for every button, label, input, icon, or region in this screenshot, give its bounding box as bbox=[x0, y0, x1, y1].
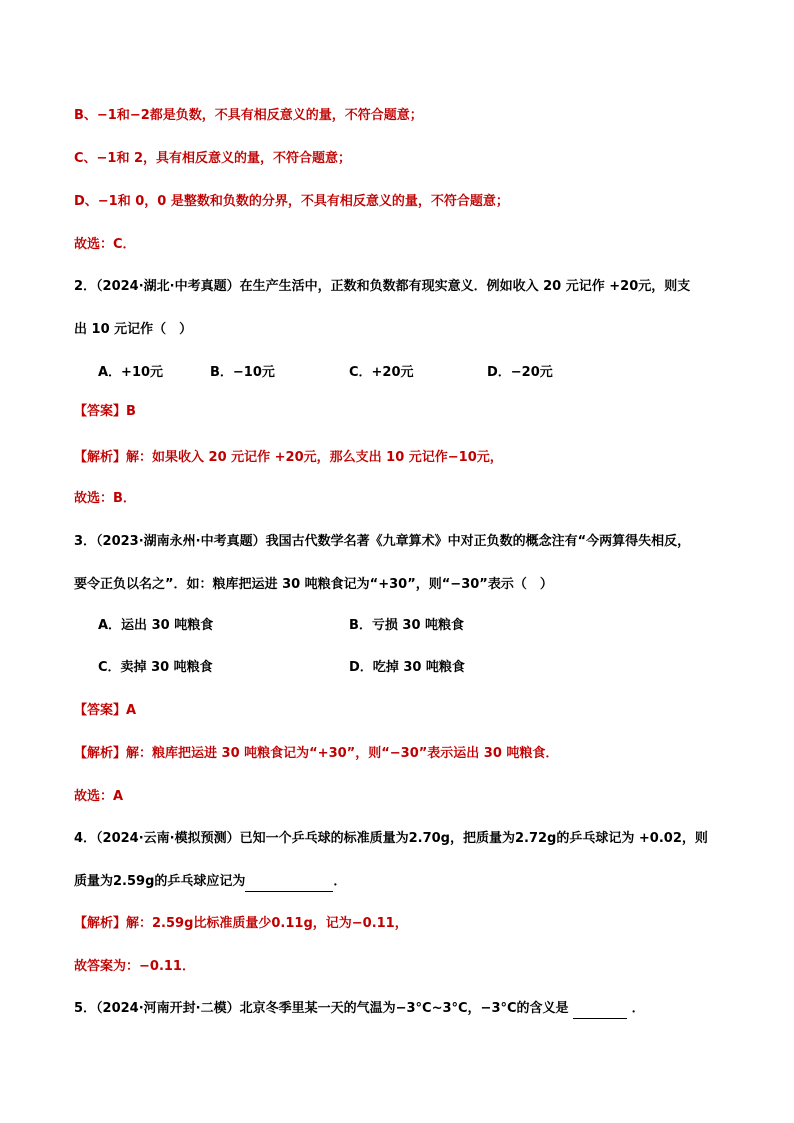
q1-choice: 故选：C． bbox=[74, 237, 136, 252]
c-option-analysis: C、−1和 2，具有相反意义的量，不符合题意； bbox=[74, 151, 352, 166]
q2-option-b: B．−10元 bbox=[210, 365, 275, 380]
q4-stem-line2 bbox=[74, 872, 346, 892]
q5-answer-blank bbox=[573, 1004, 627, 1019]
q3-option-d: D．吃掉 30 吨粮食 bbox=[349, 660, 465, 675]
q3-stem-line2: 要令正负以名之”．如：粮库把运进 30 吨粮食记为“+30”，则“−30”表示（ ） bbox=[74, 577, 553, 592]
q2-stem-line1: 2．（2024·湖北·中考真题）在生产生活中，正数和负数都有现实意义．例如收入 20 元记作 +20元，则支 bbox=[74, 279, 691, 294]
d-option-analysis: D、−1和 0，0 是整数和负数的分界，不具有相反意义的量，不符合题意； bbox=[74, 194, 509, 209]
q3-option-b: B．亏损 30 吨粮食 bbox=[349, 618, 465, 633]
q4-analysis: 【解析】解：2.59g比标准质量少0.11g，记为−0.11， bbox=[74, 916, 408, 931]
q4-answer-blank bbox=[245, 877, 333, 892]
q2-option-a: A．+10元 bbox=[98, 365, 164, 380]
q2-answer: 【答案】B bbox=[74, 404, 136, 419]
q4-stem-line2-end: ． bbox=[333, 874, 347, 889]
q4-stem-line2-text: 质量为2.59g的乒乓球应记为 bbox=[74, 874, 246, 889]
q5-stem-text: 5．（2024·河南开封·二模）北京冬季里某一天的气温为−3°C~3°C，−3°C的含义是 bbox=[74, 1001, 569, 1016]
q3-choice: 故选：A bbox=[74, 789, 124, 804]
q3-stem-line1: 3．（2023·湖南永州·中考真题）我国古代数学名著《九章算术》中对正负数的概念注有“今两算得失相反， bbox=[74, 534, 691, 549]
q2-choice: 故选：B． bbox=[74, 491, 136, 506]
q3-option-a: A．运出 30 吨粮食 bbox=[98, 618, 214, 633]
q3-option-c: C．卖掉 30 吨粮食 bbox=[98, 660, 213, 675]
q4-answer: 故答案为：−0.11． bbox=[74, 959, 195, 974]
q2-option-c: C．+20元 bbox=[349, 365, 414, 380]
q2-analysis: 【解析】解：如果收入 20 元记作 +20元，那么支出 10 元记作−10元， bbox=[74, 450, 503, 465]
q5-stem-end: ． bbox=[631, 1001, 645, 1016]
q5-stem-line1 bbox=[74, 999, 645, 1019]
q3-answer: 【答案】A bbox=[74, 703, 137, 718]
q2-option-d: D．−20元 bbox=[487, 365, 553, 380]
q4-stem-line1: 4．（2024·云南·模拟预测）已知一个乒乓球的标准质量为2.70g，把质量为2.72g的乒乓球记为 +0.02，则 bbox=[74, 831, 708, 846]
q2-stem-line2: 出 10 元记作（ ） bbox=[74, 322, 193, 337]
b-option-analysis: B、−1和−2都是负数，不具有相反意义的量，不符合题意； bbox=[74, 108, 423, 123]
q3-analysis: 【解析】解：粮库把运进 30 吨粮食记为“+30”，则“−30”表示运出 30 吨粮食． bbox=[74, 746, 559, 761]
